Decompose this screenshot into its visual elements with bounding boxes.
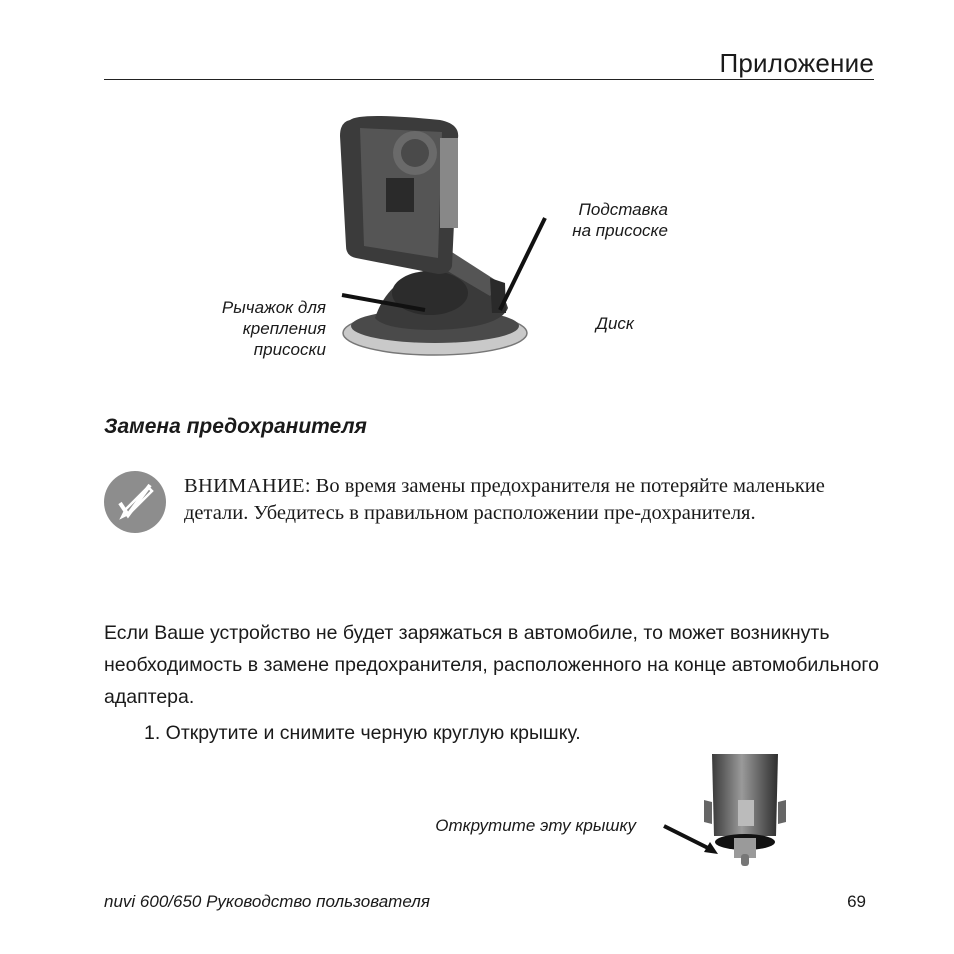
caption-cap: Открутите эту крышку xyxy=(435,816,636,835)
caption-lever: Рычажок для крепления присоски xyxy=(221,298,326,359)
callout-line-cap xyxy=(660,818,720,860)
callout-lines-mount xyxy=(330,190,560,330)
step-1: 1. Открутите и снимите черную круглую крышку. xyxy=(144,722,581,744)
note-body: : Во время замены предохранителя не потеряйте маленькие детали. Убедитесь в правильном расположении пре-дохранителя. xyxy=(184,475,825,524)
caption-suction-mount: Подставка на присоске xyxy=(572,200,668,240)
body-paragraph: Если Ваше устройство не будет заряжаться в автомобиле, то может возникнуть необходимость в замене предохранителя, расположенного на конце автомобильного адаптера. xyxy=(104,622,879,708)
page-number: 69 xyxy=(847,892,866,911)
section-heading: Замена предохранителя xyxy=(104,415,367,438)
pencil-check-icon xyxy=(104,471,166,533)
header-rule xyxy=(104,79,874,80)
note-text xyxy=(184,473,864,527)
footer-manual-title: nuvi 600/650 Руководство пользователя xyxy=(104,892,430,911)
note-label: ВНИМАНИЕ xyxy=(184,475,305,497)
caption-disk: Диск xyxy=(596,314,634,333)
page-header-title: Приложение xyxy=(719,48,874,78)
